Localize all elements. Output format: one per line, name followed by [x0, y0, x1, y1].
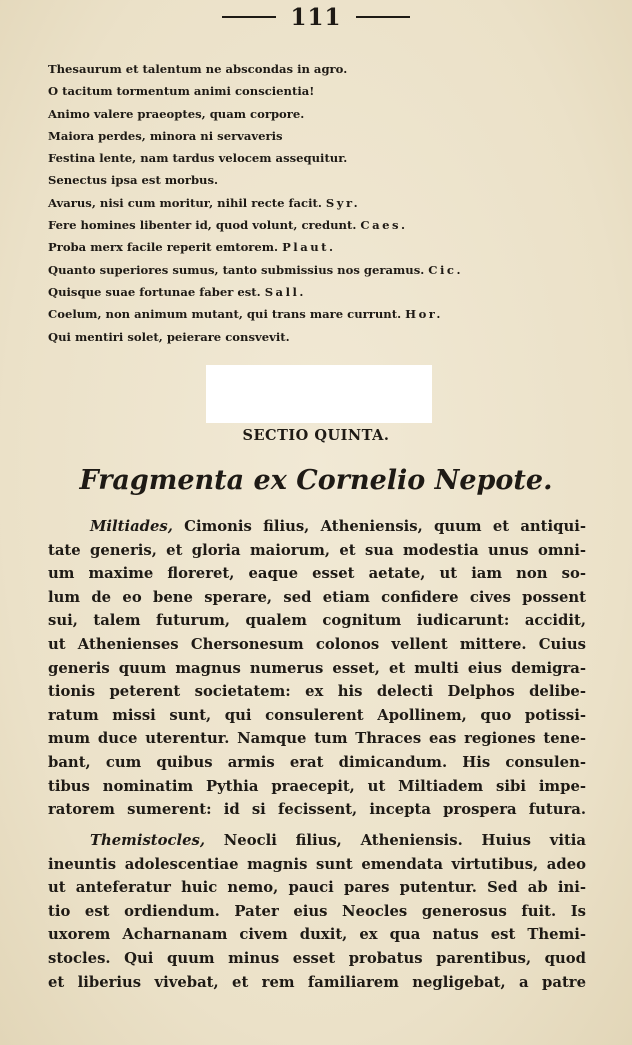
text-line: bant, cum quibus armis erat dimicandum. His consulen- — [48, 753, 586, 771]
text-line: tate generis, et gloria maiorum, et sua modestia unus omni- — [48, 541, 586, 559]
proverb — [48, 303, 588, 325]
proverb-attribution: Cic. — [428, 262, 464, 277]
text-line: ratorem sumerent: id si fecissent, incepta prospera futura. — [48, 801, 586, 819]
header-rule-left — [222, 16, 276, 18]
text-line: ineuntis adolescentiae magnis sunt emendata virtutibus, adeo — [48, 855, 586, 873]
line-text: Neocli filius, Atheniensis. Huius vitia — [205, 832, 586, 849]
text-line — [48, 515, 586, 539]
proverb — [48, 326, 588, 348]
proverb-text: Maiora perdes, minora ni servaveris — [48, 128, 283, 143]
text-line: sui, talem futurum, qualem cognitum iudicarunt: accidit, — [48, 612, 586, 630]
paragraph-miltiades — [48, 515, 586, 822]
text-line: tibus nominatim Pythia praecepit, ut Miltiadem sibi impe- — [48, 777, 586, 795]
page-number: 111 — [290, 3, 342, 31]
text-line: lum de eo bene sperare, sed etiam confidere cives possent — [48, 588, 586, 606]
person-name: Miltiades, — [90, 518, 173, 535]
proverb — [48, 125, 588, 147]
proverb-text: Proba merx facile reperit emtorem. — [48, 240, 279, 255]
proverb — [48, 58, 588, 80]
text-line: mum duce uterentur. Namque tum Thraces eas regiones tene- — [48, 730, 586, 748]
proverb-attribution: Caes. — [360, 218, 408, 233]
proverb-text: Fere homines libenter id, quod volunt, credunt. — [48, 218, 357, 233]
proverb — [48, 80, 588, 102]
proverb-attribution: Hor. — [405, 307, 443, 322]
text-line: tionis peterent societatem: ex his delecti Delphos delibe- — [48, 683, 586, 701]
proverb-list — [48, 58, 588, 348]
page-header — [0, 2, 632, 32]
proverb — [48, 281, 588, 303]
text-line — [48, 829, 586, 853]
proverb-text: O tacitum tormentum animi conscientia! — [48, 84, 315, 99]
proverb — [48, 214, 588, 236]
text-line: stocles. Qui quum minus esset probatus parentibus, quod — [48, 949, 586, 967]
proverb-text: Qui mentiri solet, peierare consvevit. — [48, 329, 290, 344]
text-line: um maxime floreret, eaque esset aetate, ut iam non so- — [48, 565, 586, 583]
proverb-text: Quanto superiores sumus, tanto submissius nos geramus. — [48, 262, 425, 277]
proverb — [48, 147, 588, 169]
proverb — [48, 236, 588, 258]
proverb-attribution: Sall. — [264, 284, 306, 299]
text-line: ratum missi sunt, qui consulerent Apollinem, quo potissi- — [48, 706, 586, 724]
text-line: uxorem Acharnanam civem duxit, ex qua natus est Themi- — [48, 926, 586, 944]
proverb — [48, 192, 588, 214]
proverb-attribution: Plaut. — [282, 240, 336, 255]
section-title: SECTIO QUINTA. — [242, 427, 390, 444]
proverb — [48, 103, 588, 125]
paragraph-themistocles — [48, 829, 586, 994]
line-text: Cimonis filius, Atheniensis, quum et antiqui- — [172, 518, 586, 535]
proverb-text: Avarus, nisi cum moritur, nihil recte facit. — [48, 195, 322, 210]
proverb — [48, 259, 588, 281]
text-line: ut anteferatur huic nemo, pauci pares putentur. Sed ab ini- — [48, 879, 586, 897]
proverb-text: Thesaurum et talentum ne abscondas in agro. — [48, 62, 348, 76]
blank-region — [206, 365, 432, 423]
text-line: tio est ordiendum. Pater eius Neocles generosus fuit. Is — [48, 902, 586, 920]
text-line: ut Athenienses Chersonesum colonos vellent mittere. Cuius — [48, 635, 586, 653]
proverb-attribution: Syr. — [325, 195, 361, 210]
proverb-text: Coelum, non animum mutant, qui trans mare currunt. — [48, 307, 402, 322]
proverb — [48, 169, 588, 191]
proverb-text: Quisque suae fortunae faber est. — [48, 284, 261, 299]
proverb-text: Senectus ipsa est morbus. — [48, 173, 219, 188]
proverb-text: Festina lente, nam tardus velocem assequitur. — [48, 151, 348, 166]
text-line: et liberius vivebat, et rem familiarem negligebat, a patre — [48, 973, 586, 991]
person-name: Themistocles, — [90, 832, 206, 849]
header-rule-right — [356, 16, 410, 18]
fragment-title: Fragmenta ex Cornelio Nepote. — [79, 465, 553, 496]
proverb-text: Animo valere praeoptes, quam corpore. — [48, 106, 305, 121]
text-line: generis quum magnus numerus esset, et multi eius demigra- — [48, 659, 586, 677]
